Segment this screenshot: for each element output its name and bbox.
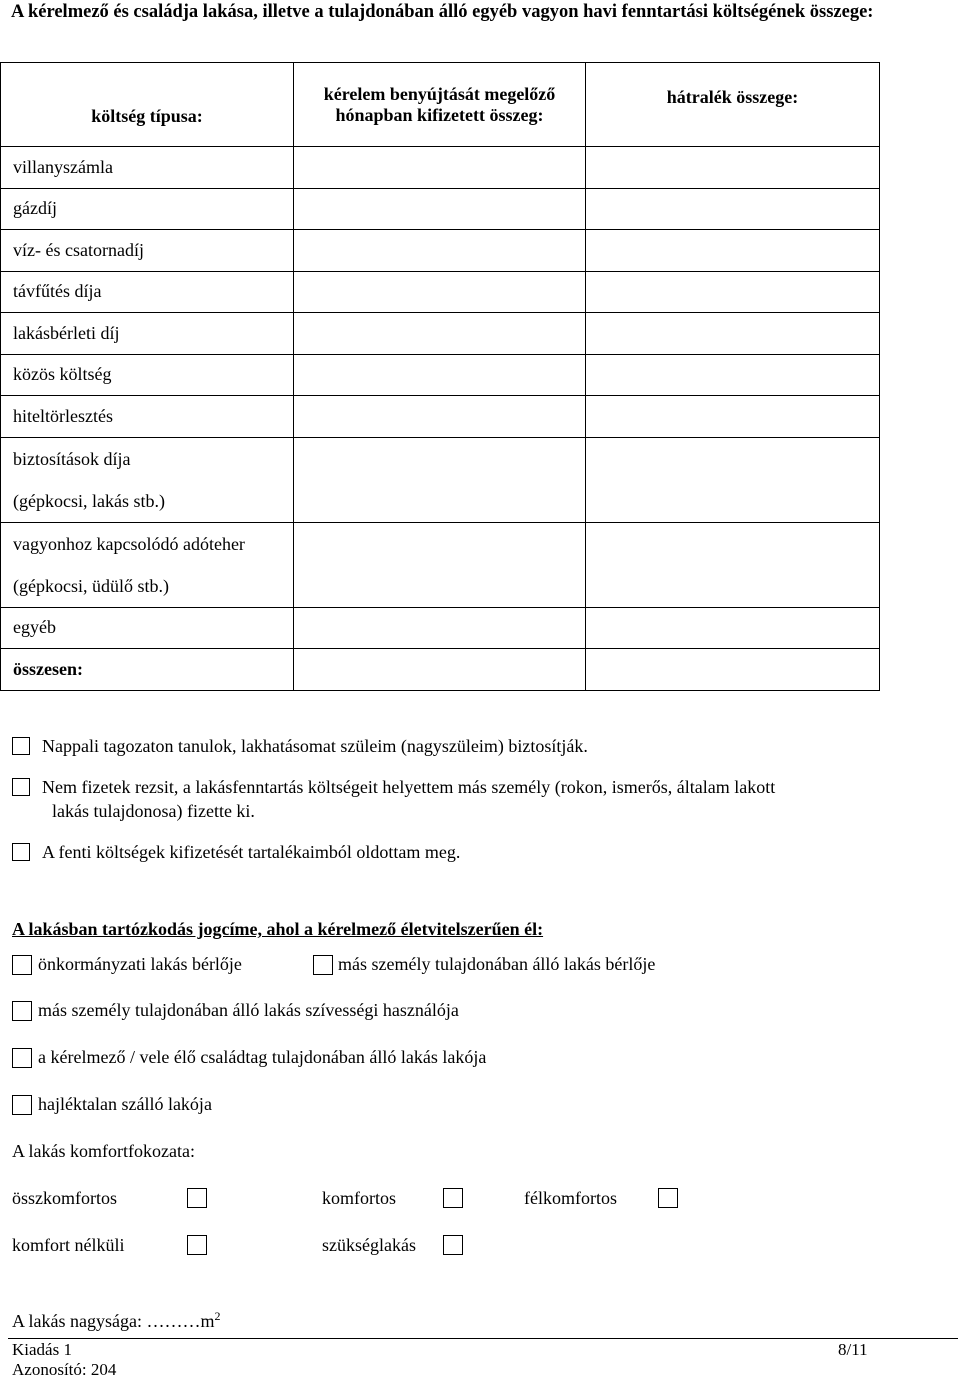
statement-other-pays-line1: Nem fizetek rezsit, a lakásfenntartás költségeit helyettem más személy (rokon, ismerős, általam lakott xyxy=(42,777,776,797)
paid-amount-cell[interactable] xyxy=(294,522,586,607)
comfort-checkbox-full[interactable] xyxy=(187,1188,207,1208)
tenure-checkbox-owner[interactable] xyxy=(12,1048,32,1068)
arrears-cell[interactable] xyxy=(586,230,880,272)
statement-checkbox-other-pays[interactable] xyxy=(12,778,30,796)
tenure-checkbox-favor-use[interactable] xyxy=(12,1001,32,1021)
cost-label-line1: biztosítások díja xyxy=(13,448,131,469)
footer-edition: Kiadás 1 xyxy=(12,1340,72,1359)
tenure-option-owner: a kérelmező / vele élő családtag tulajdonában álló lakás lakója xyxy=(38,1047,487,1067)
cost-label-line2: (gépkocsi, üdülő stb.) xyxy=(13,575,169,596)
arrears-cell[interactable] xyxy=(586,437,880,522)
statement-checkbox-student[interactable] xyxy=(12,737,30,755)
paid-amount-cell[interactable] xyxy=(294,396,586,438)
cost-table xyxy=(0,62,880,691)
table-row-total xyxy=(1,649,880,691)
paid-amount-cell[interactable] xyxy=(294,354,586,396)
cost-label-line1: vagyonhoz kapcsolódó adóteher xyxy=(13,533,245,554)
statement-other-pays-line2: lakás tulajdonosa) fizette ki. xyxy=(52,801,255,821)
paid-amount-cell[interactable] xyxy=(294,230,586,272)
flat-size-label: A lakás nagysága: ………m xyxy=(12,1311,215,1331)
cost-label: lakásbérleti díj xyxy=(1,313,294,355)
footer-identifier: Azonosító: 204 xyxy=(12,1360,117,1379)
arrears-cell[interactable] xyxy=(586,147,880,189)
arrears-cell[interactable] xyxy=(586,607,880,649)
cost-label-line2: (gépkocsi, lakás stb.) xyxy=(13,490,165,511)
tenure-option-municipal: önkormányzati lakás bérlője xyxy=(38,954,242,974)
table-row xyxy=(1,396,880,438)
arrears-total-cell[interactable] xyxy=(586,649,880,691)
table-header-row xyxy=(1,63,880,147)
comfort-checkbox-emergency[interactable] xyxy=(443,1235,463,1255)
cost-label: víz- és csatornadíj xyxy=(1,230,294,272)
comfort-option-full: összkomfortos xyxy=(12,1188,117,1208)
paid-amount-total-cell[interactable] xyxy=(294,649,586,691)
flat-size xyxy=(12,1305,220,1332)
cost-label: távfűtés díja xyxy=(1,271,294,313)
statement-checkbox-savings[interactable] xyxy=(12,843,30,861)
table-row xyxy=(1,147,880,189)
paid-amount-cell[interactable] xyxy=(294,188,586,230)
cost-label xyxy=(1,522,294,607)
comfort-option-semi: félkomfortos xyxy=(524,1188,617,1208)
footer-page-number: 8/11 xyxy=(838,1340,868,1359)
comfort-checkbox-semi[interactable] xyxy=(658,1188,678,1208)
table-row xyxy=(1,271,880,313)
paid-amount-cell[interactable] xyxy=(294,437,586,522)
comfort-option-none: komfort nélküli xyxy=(12,1235,125,1255)
tenure-option-favor-use: más személy tulajdonában álló lakás szívességi használója xyxy=(38,1000,459,1020)
table-row xyxy=(1,522,880,607)
arrears-cell[interactable] xyxy=(586,522,880,607)
arrears-cell[interactable] xyxy=(586,396,880,438)
comfort-checkbox-comfortable[interactable] xyxy=(443,1188,463,1208)
table-row xyxy=(1,313,880,355)
tenure-checkbox-municipal[interactable] xyxy=(12,955,32,975)
tenure-heading: A lakásban tartózkodás jogcíme, ahol a kérelmező életvitelszerűen él: xyxy=(12,919,544,939)
total-label: összesen: xyxy=(1,649,294,691)
comfort-checkbox-none[interactable] xyxy=(187,1235,207,1255)
tenure-checkbox-shelter[interactable] xyxy=(12,1095,32,1115)
header-arrears: hátralék összege: xyxy=(586,63,880,147)
arrears-cell[interactable] xyxy=(586,188,880,230)
flat-size-unit-exponent: 2 xyxy=(214,1309,221,1323)
header-paid-amount: kérelem benyújtását megelőző hónapban kifizetett összeg: xyxy=(294,63,586,147)
cost-label: gázdíj xyxy=(1,188,294,230)
arrears-cell[interactable] xyxy=(586,354,880,396)
statement-savings: A fenti költségek kifizetését tartalékaimból oldottam meg. xyxy=(42,842,461,862)
table-row xyxy=(1,188,880,230)
cost-label: egyéb xyxy=(1,607,294,649)
comfort-option-emergency: szükséglakás xyxy=(322,1235,416,1255)
comfort-option-comfortable: komfortos xyxy=(322,1188,396,1208)
arrears-cell[interactable] xyxy=(586,271,880,313)
cost-label: hiteltörlesztés xyxy=(1,396,294,438)
cost-label: villanyszámla xyxy=(1,147,294,189)
table-row xyxy=(1,230,880,272)
table-row xyxy=(1,607,880,649)
footer-divider xyxy=(8,1338,958,1339)
statement-student: Nappali tagozaton tanulok, lakhatásomat szüleim (nagyszüleim) biztosítják. xyxy=(42,736,588,756)
tenure-checkbox-private-tenant[interactable] xyxy=(313,955,333,975)
tenure-option-shelter: hajléktalan szálló lakója xyxy=(38,1094,212,1114)
paid-amount-cell[interactable] xyxy=(294,271,586,313)
paid-amount-cell[interactable] xyxy=(294,147,586,189)
table-row xyxy=(1,354,880,396)
table-row xyxy=(1,437,880,522)
comfort-heading: A lakás komfortfokozata: xyxy=(12,1141,195,1161)
cost-label xyxy=(1,437,294,522)
paid-amount-cell[interactable] xyxy=(294,607,586,649)
page-title: A kérelmező és családja lakása, illetve a tulajdonában álló egyéb vagyon havi fenntartási költségének összege: xyxy=(11,2,874,22)
arrears-cell[interactable] xyxy=(586,313,880,355)
cost-label: közös költség xyxy=(1,354,294,396)
tenure-option-private-tenant: más személy tulajdonában álló lakás bérlője xyxy=(338,954,656,974)
header-cost-type: költség típusa: xyxy=(1,63,294,147)
paid-amount-cell[interactable] xyxy=(294,313,586,355)
